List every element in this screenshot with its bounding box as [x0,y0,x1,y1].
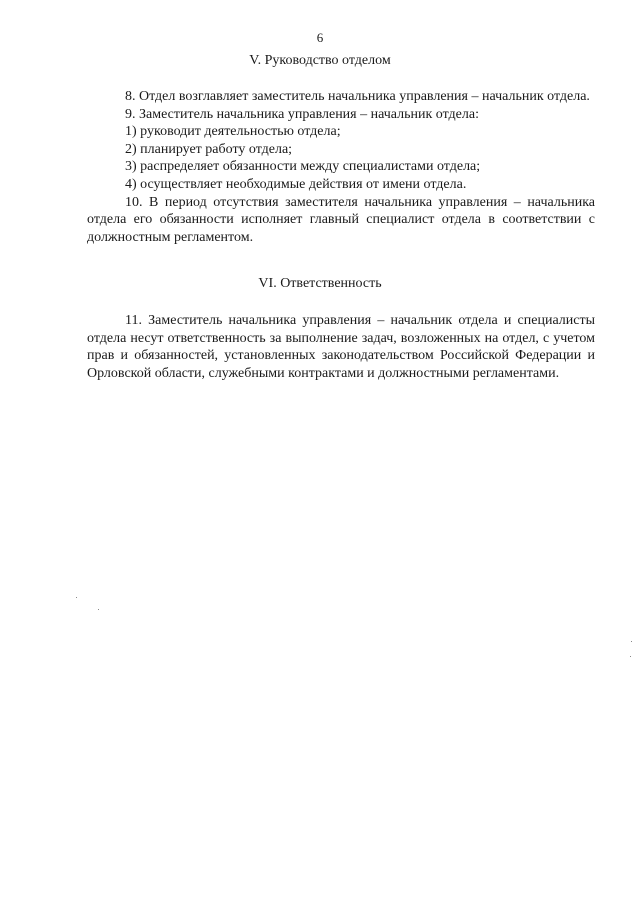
page-number: 6 [316,30,324,45]
section-6-body [87,312,595,382]
section-5-body [87,88,595,246]
scan-speck [631,641,632,642]
paragraph-10: 10. В период отсутствия заместителя начальника управления – начальника отдела его обязанности исполняет главный специалист отдела в соответствии с должностным регламентом. [87,194,595,245]
list-item-2: 2) планирует работу отдела; [125,141,293,157]
list-item-1: 1) руководит деятельностью отдела; [125,124,341,140]
scan-speck [76,597,77,598]
section-5-heading: V. Руководство отделом [249,53,391,68]
section-6-heading: VI. Ответственность [258,276,382,291]
list-item-3: 3) распределяет обязанности между специалистами отдела; [125,159,481,175]
paragraph-9: 9. Заместитель начальника управления – начальник отдела: [125,106,479,122]
paragraph-8: 8. Отдел возглавляет заместитель начальника управления – начальник отдела. [125,89,590,104]
scan-speck [630,656,631,657]
paragraph-11: 11. Заместитель начальника управления – начальник отдела и специалисты отдела несут ответственность за выполнение задач, возложенных на отдел, с учетом прав и обязанностей, установленных законодательством Российской Федерации и Орловской области, служебными контрактами и должностными регламентами. [87,313,595,381]
scan-speck [98,609,99,610]
list-item-4: 4) осуществляет необходимые действия от имени отдела. [125,176,467,192]
